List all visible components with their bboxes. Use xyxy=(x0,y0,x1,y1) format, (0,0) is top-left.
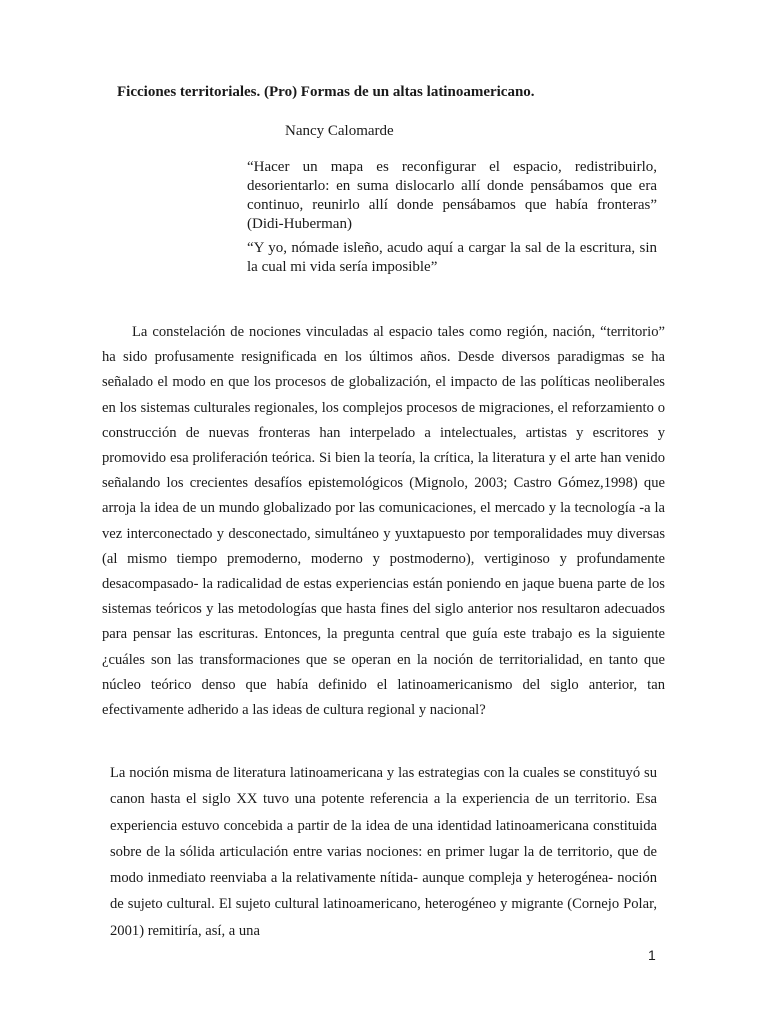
body-paragraph: La constelación de nociones vinculadas al espacio tales como región, nación, “territorio” ha sido profusamente resignificada en los últimos años. Desde diversos paradigmas se ha señalado el modo en que los procesos de globalización, el impacto de las políticas neoliberales en los sistemas culturales regionales, los complejos procesos de migraciones, el reforzamiento o construcción de nuevas fronteras han interpelado a intelectuales, artistas y escritores y promovido esa proliferación teórica. Si bien la teoría, la crítica, la literatura y el arte han venido señalando los crecientes desafíos epistemológicos (Mignolo, 2003; Castro Gómez,1998) que arroja la idea de un mundo globalizado por las comunicaciones, el mercado y la tecnología -a la vez interconectado y desconectado, simultáneo y yuxtapuesto por temporalidades muy diversas (al mismo tiempo premoderno, moderno y postmoderno), vertiginoso y profundamente desacompasado- la radicalidad de estas experiencias están poniendo en jaque buena parte de los sistemas teóricos y las metodologías que hasta fines del siglo anterior nos resultaron adecuados para pensar las escrituras. Entonces, la pregunta central que guía este trabajo es la siguiente ¿cuáles son las transformaciones que se operan en la noción de territorialidad, en tanto que núcleo teórico denso que había definido el latinoamericanismo del siglo anterior, tan efectivamente adherido a las ideas de cultura regional y nacional? xyxy=(102,324,665,719)
epigraph-quote: “Y yo, nómade isleño, acudo aquí a cargar la sal de la escritura, sin la cual mi vida sería imposible” xyxy=(247,240,657,275)
document-title: Ficciones territoriales. (Pro) Formas de un altas latinoamericano. xyxy=(117,84,535,100)
epigraph-quote: “Hacer un mapa es reconfigurar el espacio, redistribuirlo, desorientarlo: en suma dislocarlo allí donde pensábamos que era continuo, reunirlo allí donde pensábamos que había fronteras” (Didi-Huberman) xyxy=(247,159,657,232)
author-name: Nancy Calomarde xyxy=(285,123,394,139)
page-number: 1 xyxy=(648,947,656,963)
body-paragraph: La noción misma de literatura latinoamericana y las estrategias con la cuales se constituyó su canon hasta el siglo XX tuvo una potente referencia a la experiencia de un territorio. Esa experiencia estuvo concebida a partir de la idea de una identidad latinoamericana constituida sobre de la sólida articulación entre varias nociones: en primer lugar la de territorio, que de modo inmediato reenviaba a la relativamente nítida- aunque compleja y heterogénea- noción de sujeto cultural. El sujeto cultural latinoamericano, heterogéneo y migrante (Cornejo Polar, 2001) remitiría, así, a una xyxy=(110,765,657,939)
